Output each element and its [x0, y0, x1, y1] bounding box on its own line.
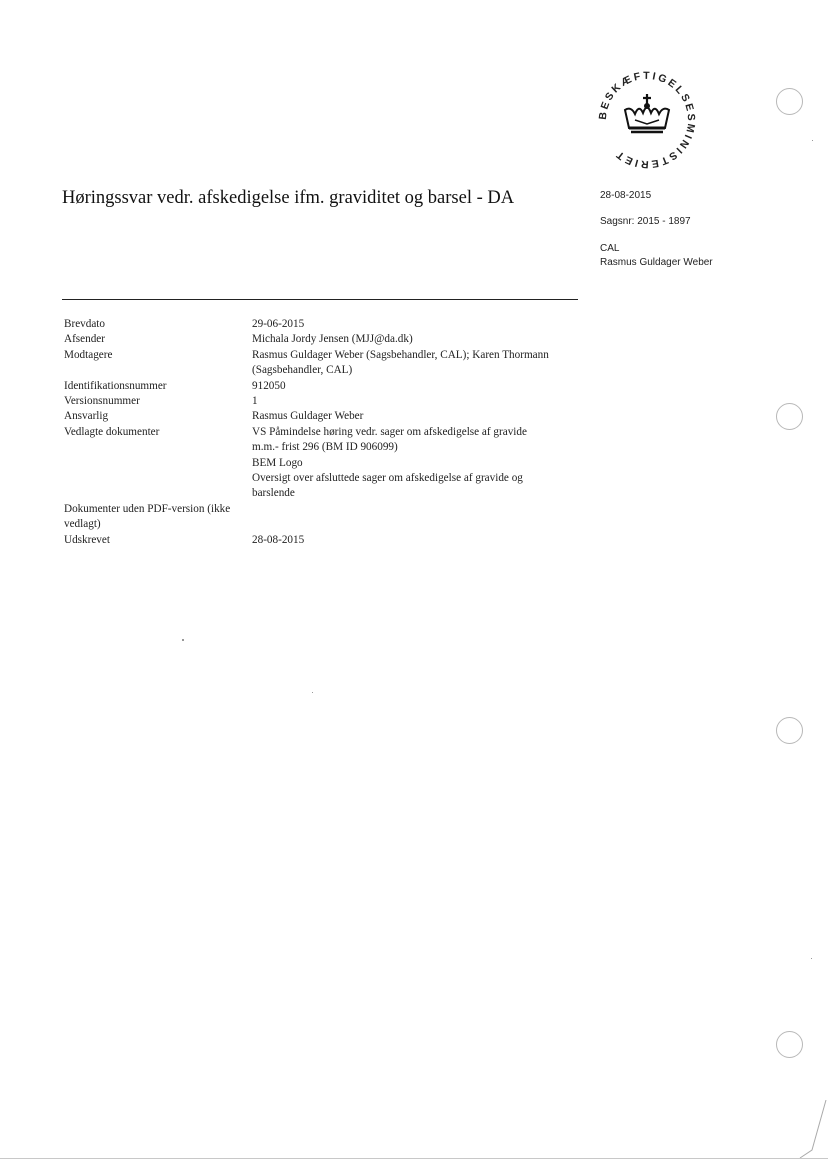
scan-speck [182, 639, 184, 641]
metadata-row-no-pdf [64, 502, 584, 533]
punch-hole [776, 403, 803, 430]
metadata-value [252, 502, 584, 533]
scan-speck [811, 958, 812, 959]
scan-speck [312, 692, 313, 693]
metadata-value: 29-06-2015 [252, 318, 305, 330]
metadata-label: Vedlagte dokumenter [64, 425, 160, 438]
metadata-row-attachments [64, 425, 584, 502]
no-pdf-label-line: Dokumenter uden PDF-version (ikke [64, 502, 231, 515]
crown-icon [625, 94, 669, 132]
recipients-line: (Sagsbehandler, CAL) [252, 364, 353, 377]
attachment-line: barslende [252, 487, 295, 500]
metadata-value [252, 425, 584, 502]
page-title: Høringssvar vedr. afskedigelse ifm. graviditet og barsel - DA [62, 188, 515, 208]
page-bottom-edge [0, 1158, 828, 1159]
metadata-row-id-number [64, 379, 584, 394]
metadata-label: Modtagere [64, 348, 113, 361]
attachment-line: Oversigt over afsluttede sager om afskedigelse af gravide og [252, 472, 523, 485]
metadata-label: Udskrevet [64, 533, 110, 546]
punch-hole [776, 88, 803, 115]
attachment-line: VS Påmindelse høring vedr. sager om afskedigelse af gravide [252, 425, 527, 438]
attachment-line: BEM Logo [252, 456, 303, 469]
attachment-line: m.m.- frist 296 (BM ID 906099) [252, 441, 398, 454]
no-pdf-label-line: vedlagt) [64, 518, 101, 531]
metadata-row-printed [64, 533, 584, 548]
metadata-value [252, 348, 584, 379]
metadata-label: Brevdato [64, 318, 106, 330]
metadata-value: Rasmus Guldager Weber [252, 410, 364, 423]
recipients-line: Rasmus Guldager Weber (Sagsbehandler, CAL); Karen Thormann [252, 348, 549, 361]
unit-code: CAL [600, 243, 620, 254]
scan-speck [812, 140, 813, 141]
metadata-label: Identifikationsnummer [64, 379, 167, 392]
metadata-table [64, 317, 584, 548]
document-date: 28-08-2015 [600, 190, 652, 201]
metadata-row-recipients [64, 348, 584, 379]
metadata-row-sender [64, 332, 584, 347]
header-divider [62, 299, 578, 300]
case-officer: Rasmus Guldager Weber [600, 257, 713, 268]
metadata-value: 28-08-2015 [252, 533, 305, 546]
metadata-row-letter-date [64, 317, 584, 332]
metadata-row-version [64, 394, 584, 409]
metadata-value: 912050 [252, 379, 286, 392]
punch-hole [776, 717, 803, 744]
ministry-logo [591, 64, 703, 176]
metadata-label: Afsender [64, 333, 106, 346]
metadata-value: Michala Jordy Jensen (MJJ@da.dk) [252, 333, 413, 346]
metadata-row-responsible [64, 409, 584, 424]
metadata-label [64, 502, 252, 533]
metadata-label: Versionsnummer [64, 395, 140, 408]
metadata-label: Ansvarlig [64, 410, 109, 423]
logo-ring-text: BESKÆFTIGELSESMINISTERIET [596, 69, 698, 171]
punch-hole [776, 1031, 803, 1058]
metadata-value: 1 [252, 395, 258, 408]
case-number: Sagsnr: 2015 - 1897 [600, 216, 691, 227]
